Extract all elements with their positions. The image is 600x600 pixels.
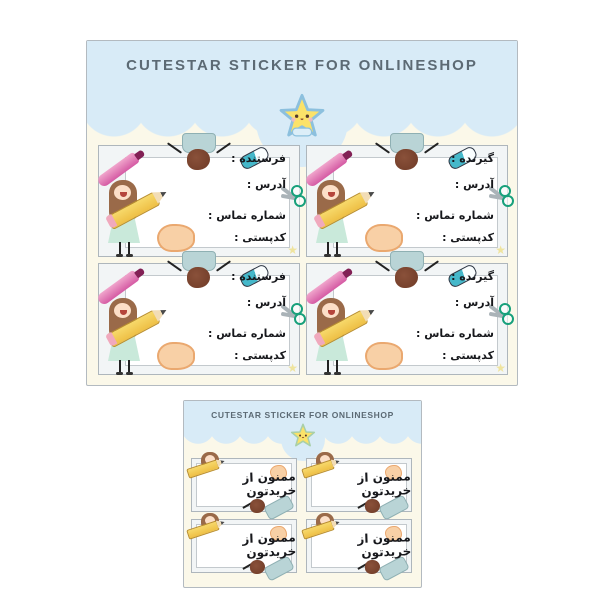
- label-fields: [376, 146, 494, 245]
- label-grid-large: [98, 145, 508, 375]
- field-phone: شماره تماس :: [415, 327, 494, 341]
- thank-you-label-4: [306, 519, 412, 573]
- corner-star-icon: ★: [495, 243, 506, 257]
- corner-star-icon: ★: [495, 361, 506, 375]
- field-postal-code: کدپستی :: [442, 230, 494, 244]
- sticker-sheet-large: [86, 40, 518, 386]
- thank-you-label-3: [191, 519, 297, 573]
- field-sender: فرستنده :: [231, 152, 286, 165]
- field-phone: شماره تماس :: [207, 209, 286, 223]
- label-fields: [168, 264, 286, 363]
- thank-you-label-1: [191, 458, 297, 512]
- thank-you-text: ممنون از خریدتون: [357, 530, 412, 560]
- field-phone: شماره تماس :: [207, 327, 286, 341]
- corner-star-icon: ★: [287, 243, 298, 257]
- field-address: آدرس :: [454, 295, 494, 309]
- girl-with-pencil-illustration: [309, 298, 373, 376]
- field-receiver: گیرنده :: [451, 270, 494, 283]
- label-fields: [168, 146, 286, 245]
- girl-with-pencil-illustration: [101, 298, 165, 376]
- thank-you-text: ممنون از خریدتون: [242, 530, 297, 560]
- sheet-title: CUTESTAR STICKER FOR ONLINESHOP: [211, 410, 394, 420]
- field-postal-code: کدپستی :: [234, 230, 286, 244]
- field-receiver: گیرنده :: [451, 152, 494, 165]
- girl-with-pencil-illustration: [101, 180, 165, 258]
- field-address: آدرس :: [454, 177, 494, 191]
- label-grid-small: [191, 458, 412, 573]
- address-label-sender-2: [98, 263, 300, 375]
- girl-with-pencil-illustration: [309, 180, 373, 258]
- thank-you-label-2: [306, 458, 412, 512]
- field-phone: شماره تماس :: [415, 209, 494, 223]
- address-label-sender-1: [98, 145, 300, 257]
- field-address: آدرس :: [246, 177, 286, 191]
- corner-star-icon: ★: [287, 361, 298, 375]
- thank-you-text: ممنون از خریدتون: [357, 469, 412, 499]
- star-face-mascot-icon: [290, 423, 316, 450]
- sticker-sheet-small: [183, 400, 422, 588]
- field-address: آدرس :: [246, 295, 286, 309]
- field-sender: فرستنده :: [231, 270, 286, 283]
- thank-you-text: ممنون از خریدتون: [242, 469, 297, 499]
- star-face-mascot-icon: [278, 93, 326, 143]
- address-label-receiver-1: [306, 145, 508, 257]
- field-postal-code: کدپستی :: [234, 348, 286, 362]
- field-postal-code: کدپستی :: [442, 348, 494, 362]
- label-fields: [376, 264, 494, 363]
- sheet-title: CUTESTAR STICKER FOR ONLINESHOP: [126, 57, 478, 74]
- address-label-receiver-2: [306, 263, 508, 375]
